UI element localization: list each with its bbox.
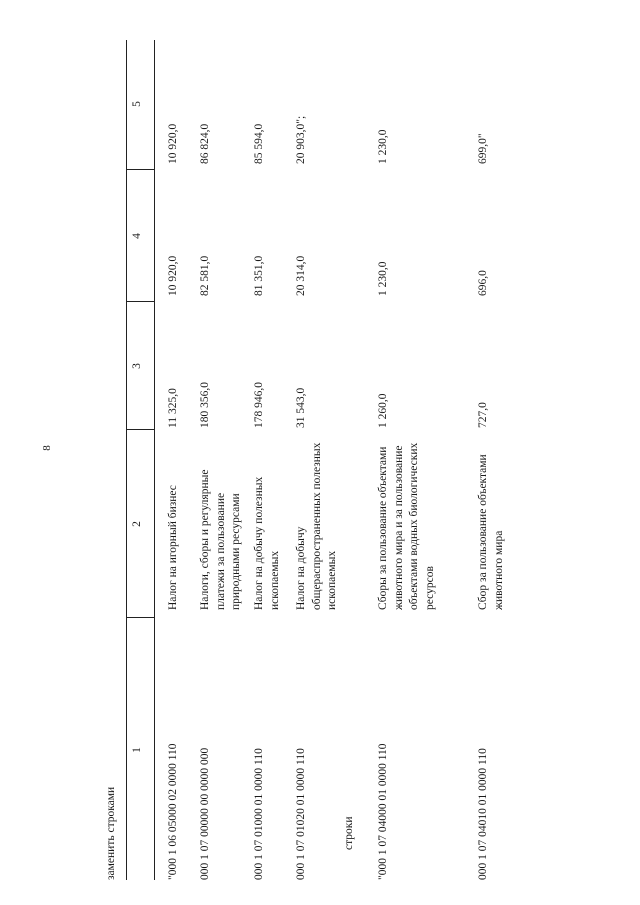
row-value-5: 20 903,0"; xyxy=(295,115,307,164)
row-code: 000 1 07 01000 01 0000 110 xyxy=(253,748,265,880)
row-name: Сборы за пользование объектами животного мира и за пользование объектами водных биологических ресурсов xyxy=(377,442,436,610)
header-bottom-rule xyxy=(154,40,155,880)
row-name: Налоги, сборы и регулярные платежи за пользование природными ресурсами xyxy=(199,469,243,610)
row-value-3: 178 946,0 xyxy=(253,382,265,428)
row-value-4: 696,0 xyxy=(477,270,489,296)
row-name: Налог на добычу общераспространенных полезных ископаемых xyxy=(295,442,339,610)
row-code: 000 1 07 04010 01 0000 110 xyxy=(477,748,489,880)
row-code: 000 1 07 01020 01 0000 110 xyxy=(295,748,307,880)
row-value-4: 20 314,0 xyxy=(295,255,307,296)
header-divider xyxy=(126,617,154,618)
row-value-5: 1 230,0 xyxy=(377,129,389,164)
row-value-5: 86 824,0 xyxy=(199,123,211,164)
stroki-label: строки xyxy=(343,816,355,850)
row-value-3: 1 260,0 xyxy=(377,393,389,428)
row-value-5: 699,0" xyxy=(477,133,489,164)
row-code: 000 1 07 00000 00 0000 000 xyxy=(199,747,211,880)
column-number-2: 2 xyxy=(131,521,143,527)
column-number-1: 1 xyxy=(131,747,143,753)
column-number-3: 3 xyxy=(131,363,143,369)
row-name: Сбор за пользование объектами животного мира xyxy=(477,454,505,610)
page-number: 8 xyxy=(40,445,53,451)
row-value-4: 1 230,0 xyxy=(377,261,389,296)
row-value-5: 85 594,0 xyxy=(253,123,265,164)
row-name: Налог на игорный бизнес xyxy=(167,485,179,610)
row-value-3: 180 356,0 xyxy=(199,382,211,428)
row-code: "000 1 07 04000 01 0000 110 xyxy=(377,743,389,880)
row-value-5: 10 920,0 xyxy=(167,123,179,164)
row-value-3: 11 325,0 xyxy=(167,388,179,428)
row-name: Налог на добычу полезных ископаемых xyxy=(253,476,281,610)
column-number-5: 5 xyxy=(131,101,143,107)
row-value-3: 31 543,0 xyxy=(295,387,307,428)
header-divider xyxy=(126,169,154,170)
row-value-4: 10 920,0 xyxy=(167,255,179,296)
row-code: "000 1 06 05000 02 0000 110 xyxy=(167,743,179,880)
header-divider xyxy=(126,301,154,302)
column-number-4: 4 xyxy=(131,233,143,239)
header-top-rule xyxy=(126,40,127,880)
row-value-4: 81 351,0 xyxy=(253,255,265,296)
row-value-3: 727,0 xyxy=(477,402,489,428)
row-value-4: 82 581,0 xyxy=(199,255,211,296)
document-sheet xyxy=(70,40,630,880)
intro-text: заменить строками xyxy=(105,786,117,880)
header-divider xyxy=(126,429,154,430)
